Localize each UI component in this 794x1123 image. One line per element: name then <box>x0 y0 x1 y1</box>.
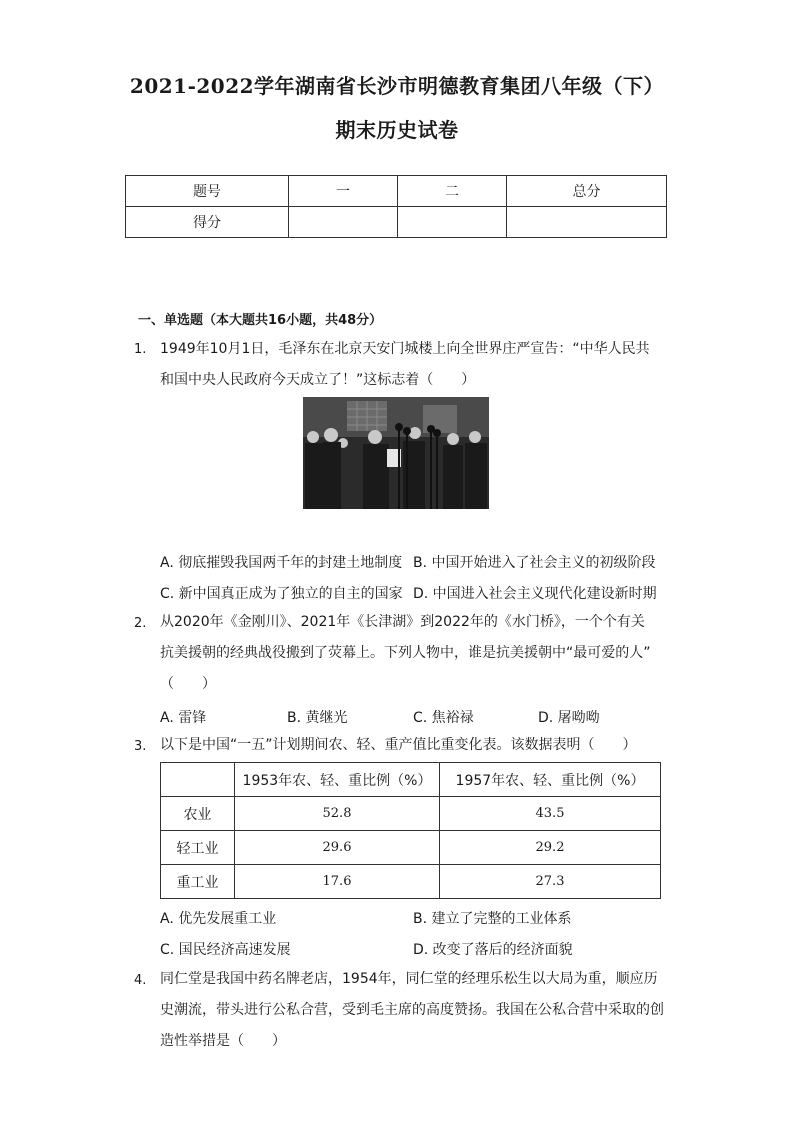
ceremony-photo-illustration <box>303 397 489 509</box>
table-header-cell: 1953年农、轻、重比例（%） <box>235 763 440 797</box>
option-c[interactable]: C. 新中国真正成为了独立的自主的国家 <box>160 586 403 602</box>
score-row-label: 得分 <box>126 207 289 238</box>
question-line: 以下是中国“一五”计划期间农、轻、重产值比重变化表。该数据表明（ ） <box>160 737 637 753</box>
question-number: 4. <box>134 973 147 988</box>
question-line: 抗美援朝的经典战役搬到了荧幕上。下列人物中，谁是抗美援朝中“最可爱的人” <box>160 645 651 661</box>
question-1-stem <box>160 334 680 396</box>
option-a[interactable]: A. 优先发展重工业 <box>160 911 277 927</box>
question-line: 造性举措是（ ） <box>160 1033 286 1049</box>
table-cell: 27.3 <box>440 865 661 899</box>
option-b[interactable]: B. 黄继光 <box>287 710 348 726</box>
question-2-stem <box>160 607 680 700</box>
question-line: 同仁堂是我国中药名牌老店，1954年，同仁堂的经理乐松生以大局为重，顺应历 <box>160 971 658 987</box>
question-3-stem <box>160 730 680 761</box>
exam-title-line1: 2021-2022学年湖南省长沙市明德教育集团八年级（下） <box>129 74 665 98</box>
option-b[interactable]: B. 中国开始进入了社会主义的初级阶段 <box>413 555 656 571</box>
option-a[interactable]: A. 雷锋 <box>160 710 207 726</box>
option-c[interactable]: C. 国民经济高速发展 <box>160 942 291 958</box>
section-title: 一、单选题（本大题共16小题，共48分） <box>138 313 383 328</box>
question-number: 3. <box>134 739 147 754</box>
question-number: 2. <box>134 616 147 631</box>
table-cell: 43.5 <box>440 797 661 831</box>
table-cell: 52.8 <box>235 797 440 831</box>
table-row <box>161 831 661 865</box>
question-number: 1. <box>134 342 147 357</box>
table-row <box>161 865 661 899</box>
question-line: 1949年10月1日，毛泽东在北京天安门城楼上向全世界庄严宣告：“中华人民共 <box>160 341 650 357</box>
exam-title-line2: 期末历史试卷 <box>335 118 459 142</box>
score-header-cell: 总分 <box>507 176 667 207</box>
question-line: 从2020年《金刚川》、2021年《长津湖》到2022年的《水门桥》，一个个有关 <box>160 614 645 630</box>
table-header-cell: 1957年农、轻、重比例（%） <box>440 763 661 797</box>
table-cell: 17.6 <box>235 865 440 899</box>
option-d[interactable]: D. 屠呦呦 <box>538 710 600 726</box>
table-header-row <box>161 763 661 797</box>
option-d[interactable]: D. 改变了落后的经济面貌 <box>413 942 573 958</box>
option-d[interactable]: D. 中国进入社会主义现代化建设新时期 <box>413 586 657 602</box>
option-b[interactable]: B. 建立了完整的工业体系 <box>413 911 572 927</box>
table-row-label: 轻工业 <box>161 831 235 865</box>
historical-photo <box>303 397 489 509</box>
question-line: （ ） <box>160 676 216 692</box>
table-header-cell <box>161 763 235 797</box>
score-table-row <box>126 207 667 238</box>
score-header-cell: 题号 <box>126 176 289 207</box>
score-cell <box>507 207 667 238</box>
table-row <box>161 797 661 831</box>
option-a[interactable]: A. 彻底摧毁我国两千年的封建土地制度 <box>160 555 403 571</box>
table-cell: 29.2 <box>440 831 661 865</box>
option-c[interactable]: C. 焦裕禄 <box>413 710 474 726</box>
score-header-cell: 一 <box>289 176 398 207</box>
question-line: 史潮流，带头进行公私合营，受到毛主席的高度赞扬。我国在公私合营中采取的创 <box>160 1002 664 1018</box>
table-row-label: 重工业 <box>161 865 235 899</box>
question-line: 和国中央人民政府今天成立了！”这标志着（ ） <box>160 372 476 388</box>
table-row-label: 农业 <box>161 797 235 831</box>
question-4-stem <box>160 964 680 1057</box>
score-header-cell: 二 <box>398 176 507 207</box>
score-table <box>125 175 667 238</box>
score-cell <box>398 207 507 238</box>
production-ratio-table <box>160 762 661 899</box>
score-cell <box>289 207 398 238</box>
table-cell: 29.6 <box>235 831 440 865</box>
score-table-header-row <box>126 176 667 207</box>
